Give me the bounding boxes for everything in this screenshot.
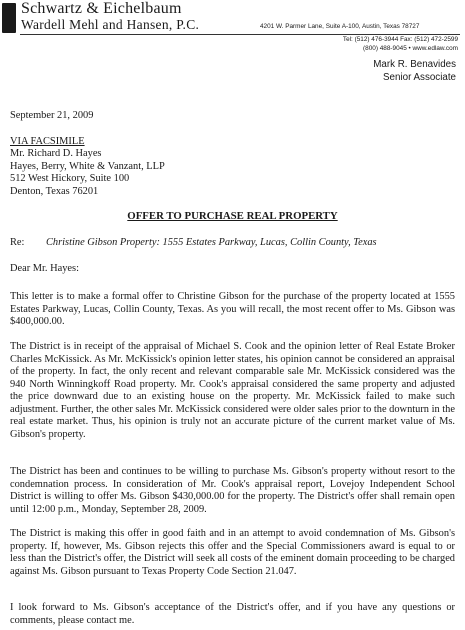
firm-logo-mark — [2, 3, 16, 33]
letterhead-rule — [20, 34, 460, 35]
body-paragraph-1: This letter is to make a formal offer to Christine Gibson for the purchase of the property located at 1555 Estates Parkway, Lucas, Collin County, Texas. As you will recall, the most recent offer to Ms. Gibson was $400,000.00. — [10, 291, 455, 327]
letter-heading: OFFER TO PURCHASE REAL PROPERTY — [127, 210, 338, 222]
body-paragraph-3: The District has been and continues to be willing to purchase Ms. Gibson's property without resort to the condemnation process. In consideration of Mr. Cook's appraisal report, Lovejoy Independent School District is willing to offer Ms. Gibson $430,000.00 for the property. The District's offer shall remain open until 12:00 p.m., Monday, September 28, 2009. — [10, 466, 455, 515]
firm-address: 4201 W. Parmer Lane, Suite A-100, Austin, Texas 78727 — [260, 23, 420, 30]
body-paragraph-4: The District is making this offer in good faith and in an attempt to avoid condemnation of Ms. Gibson's property. If, however, Ms. Gibson rejects this offer and the Special Commissioners award is equal to or less than the District's offer, the District will seek all costs of the eminent domain proceeding to be charged against Ms. Gibson pursuant to Texas Property Code Section 21.047. — [10, 528, 455, 577]
attorney-title: Senior Associate — [383, 72, 456, 83]
firm-name-line2: Wardell Mehl and Hansen, P.C. — [21, 17, 200, 32]
salutation: Dear Mr. Hayes: — [10, 263, 79, 274]
body-paragraph-2: The District is in receipt of the appraisal of Michael S. Cook and the opinion letter of Real Estate Broker Charles McKissick. As Mr. McKissick's opinion letter states, his opinion cannot be considered an appraisal of the property. In fact, the only recent and relevant comparable sale Mr. McKissick considered was the 940 North Winningkoff Road property. Mr. Cook's appraisal considered the same property and adjusted the price downward due to an existing house on the property. Mr. McKissick failed to make such adjustment. Further, the other sales Mr. McKissick considered were older sales prior to the downturn in the real estate market. Thus, his opinion is truly not an accurate picture of the current market value of Ms. Gibson's property. — [10, 341, 455, 440]
recipient-street: 512 West Hickory, Suite 100 — [10, 173, 130, 185]
body-paragraph-5: I look forward to Ms. Gibson's acceptance of the District's offer, and if you have any questions or comments, please contact me. — [10, 602, 455, 626]
attorney-name: Mark R. Benavides — [373, 59, 456, 70]
recipient-firm: Hayes, Berry, White & Vanzant, LLP — [10, 160, 165, 172]
letter-date: September 21, 2009 — [10, 110, 94, 121]
recipient-city: Denton, Texas 76201 — [10, 185, 99, 197]
re-label: Re: — [10, 237, 25, 248]
delivery-method: VIA FACSIMILE — [10, 136, 85, 147]
re-line — [10, 237, 377, 249]
firm-name-line1: Schwartz & Eichelbaum — [21, 0, 182, 17]
recipient-address-block — [10, 136, 165, 198]
firm-phones: Tel: (512) 476-3944 Fax: (512) 472-2599 — [342, 36, 458, 43]
firm-tollfree-web: (800) 488-9045 • www.edlaw.com — [363, 45, 458, 52]
re-subject: Christine Gibson Property: 1555 Estates Parkway, Lucas, Collin County, Texas — [46, 237, 377, 248]
recipient-name: Mr. Richard D. Hayes — [10, 148, 102, 160]
